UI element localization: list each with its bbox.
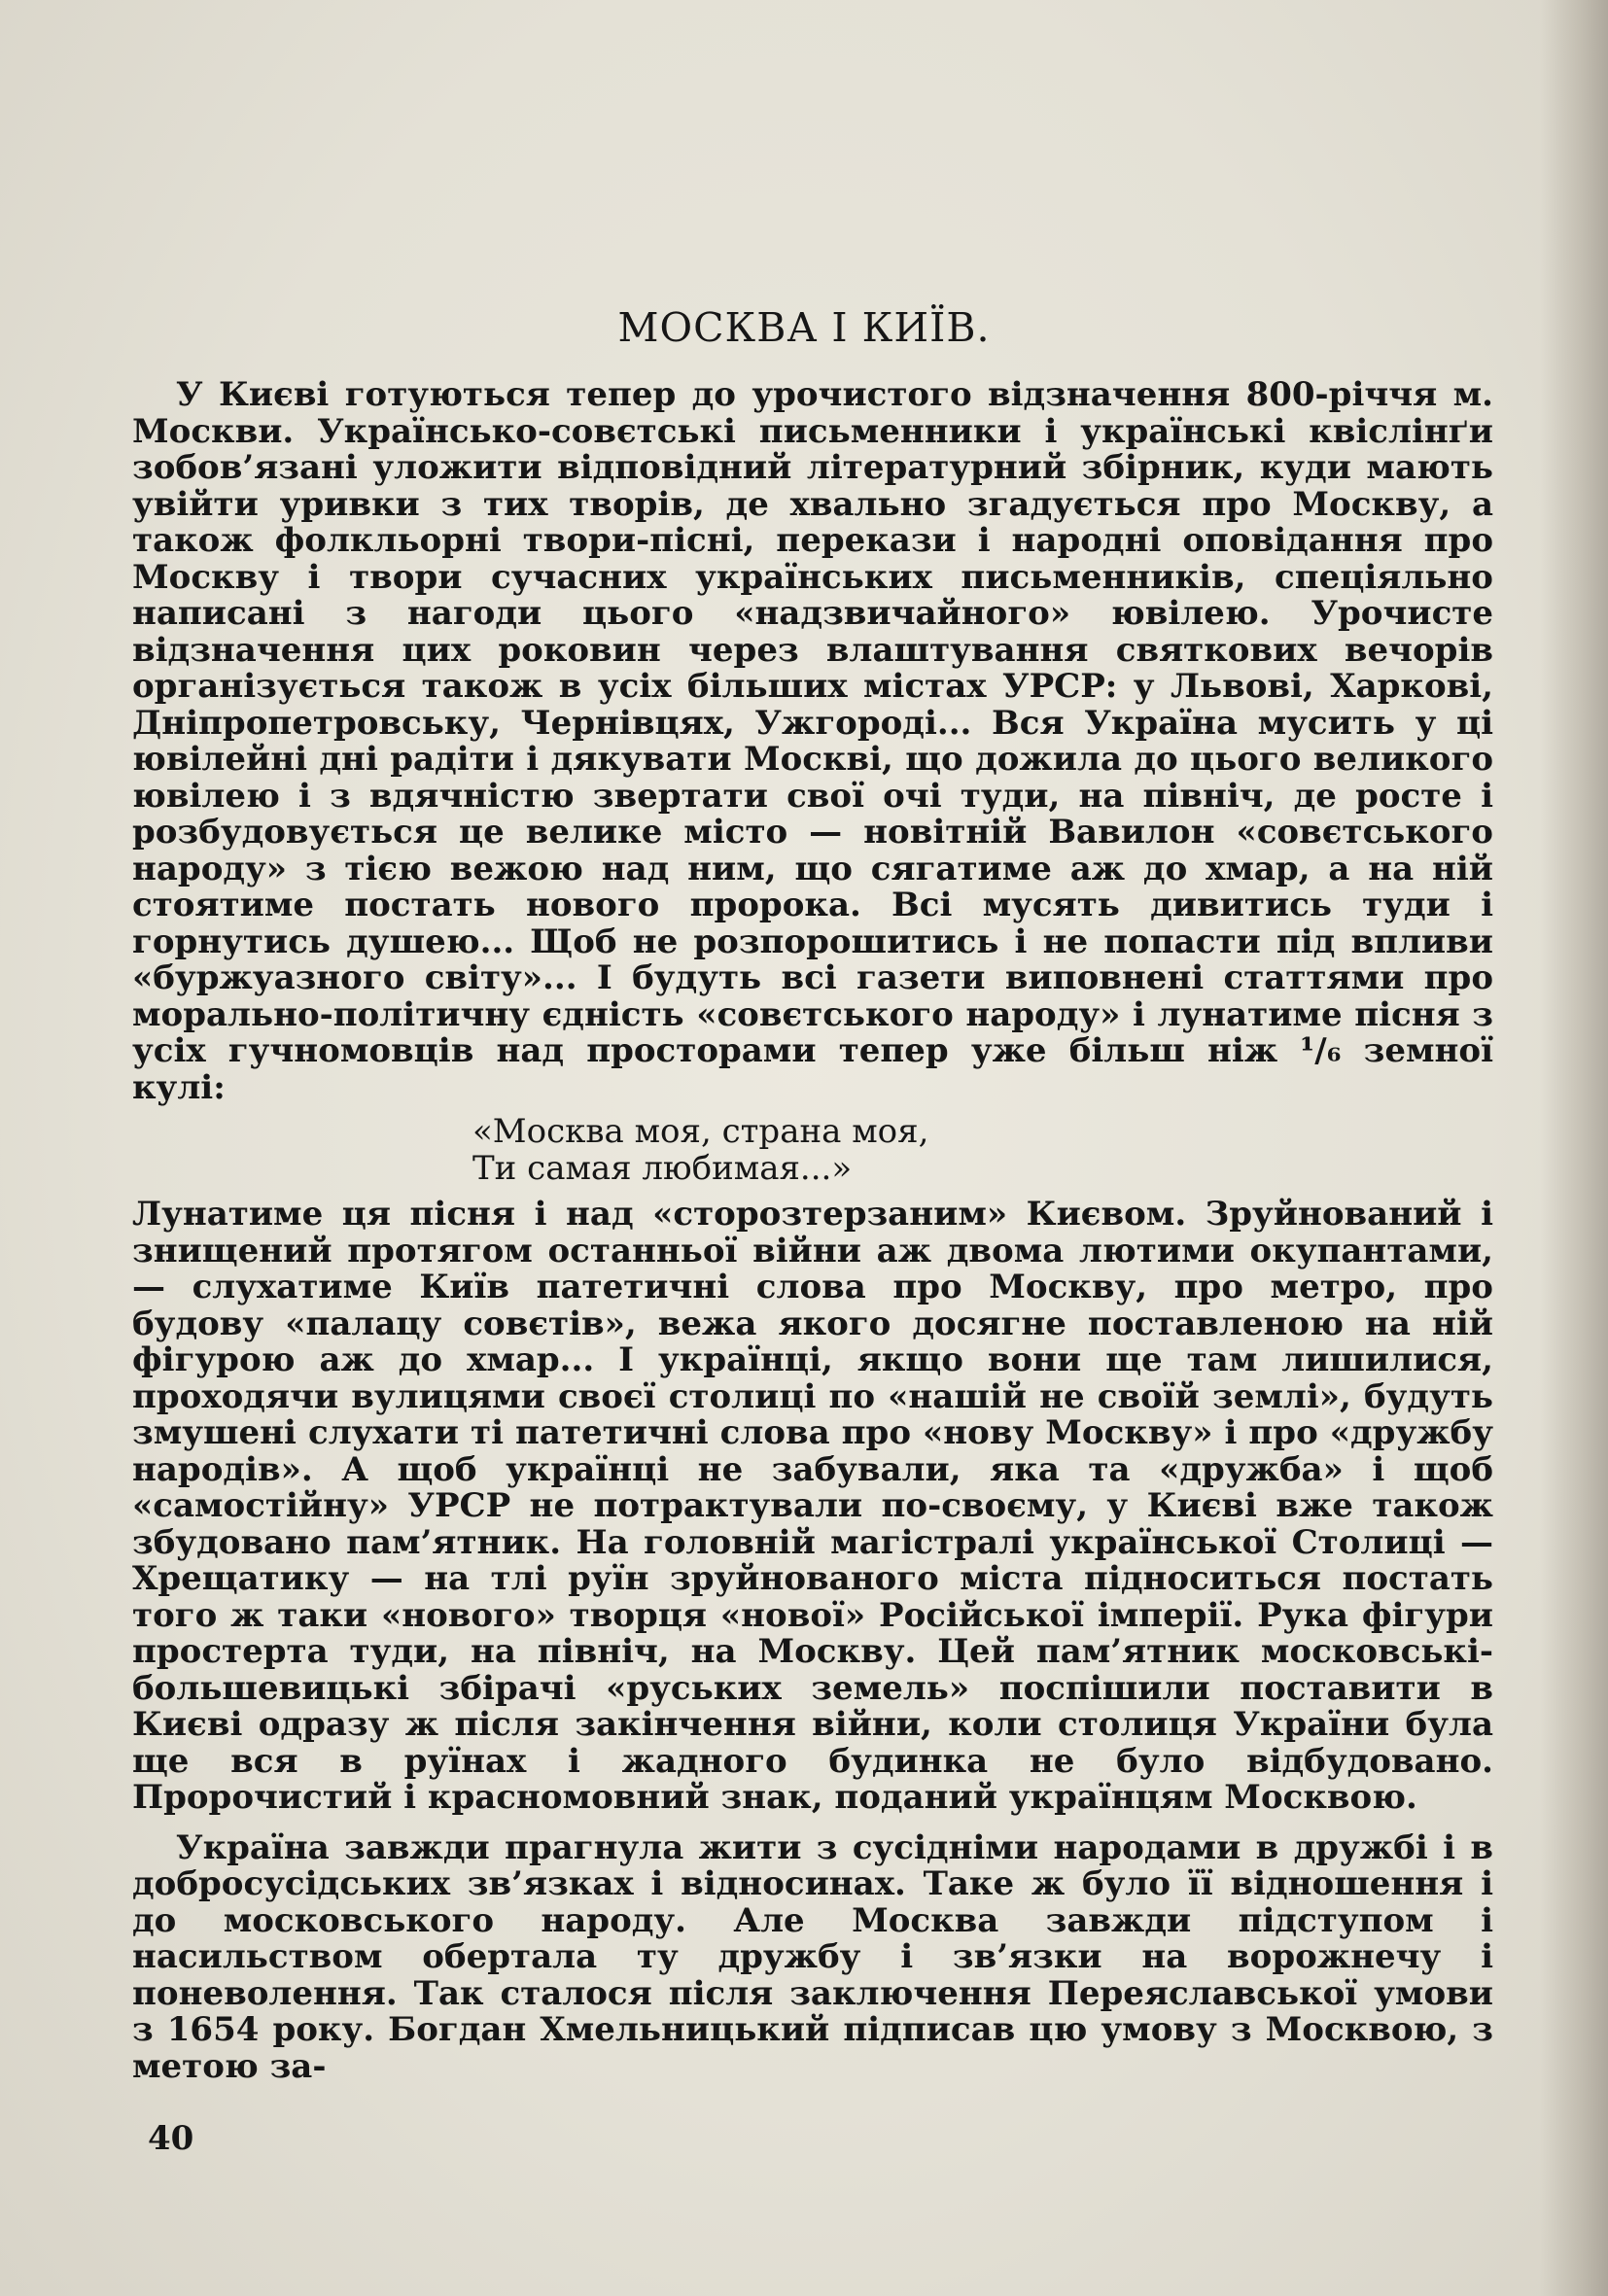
paragraph-1: У Києві готуються тепер до урочистого відзначення 800-річчя м. Москви. Українсько-совєтські письменники і українські квіслінґи зобов’язані уложити відповідний літературний збірник, куди мають увійти уривки з тих творів, де хвально згадується про Москву, а також фолкльорні твори-пісні, перекази і народні оповідання про Москву і твори сучасних українських письменників, спеціяльно написані з нагоди цього «надзвичайного» ювілею. Урочисте відзначення цих роковин через влаштування святкових вечорів організується також в усіх більших містах УРСР: у Львові, Харкові, Дніпропетровську, Чернівцях, Ужгороді... Вся Україна мусить у ці ювілейні дні радіти і дякувати Москві, що дожила до цього великого ювілею і з вдячністю звертати свої очі туди, на північ, де росте і розбудовується це велике місто — новітній Вавилон «совєтського народу» з тією вежою над ним, що сягатиме аж до хмар, а на ній стоятиме постать нового пророка. Всі мусять дивитись туди і горнутись душею... Щоб не розпорошитись і не попасти під впливи «буржуазного світу»... І будуть всі газети виповнені статтями про морально-політичну єдність «совєтського народу» і лунатиме пісня з усіх гучномовців над просторами тепер уже більш ніж ¹/₆ земної кулі: bbox=[132, 375, 1493, 1107]
quote-line-2: Ти самая любимая...» bbox=[472, 1148, 853, 1188]
song-quote bbox=[472, 1114, 1493, 1187]
quote-line-1: «Москва моя, страна моя, bbox=[472, 1112, 929, 1151]
page-number: 40 bbox=[148, 2119, 194, 2158]
paragraph-2: Лунатиме ця пісня і над «сторозтерзаним» Києвом. Зруйнований і знищений протягом останньої війни аж двома лютими окупантами, — слухатиме Київ патетичні слова про Москву, про метро, про будову «палацу совєтів», вежа якого досягне поставленою на ній фігурою аж до хмар... І українці, якщо вони ще там лишилися, проходячи вулицями своєї столиці по «нашій не своїй землі», будуть змушені слухати ті патетичні слова про «нову Москву» і про «дружбу народів». А щоб українці не забували, яка та «дружба» і щоб «самостійну» УРСР не потрактували по-своєму, у Києві вже також збудовано пам’ятник. На головній магістралі української Столиці — Хрещатику — на тлі руїн зруйнованого міста підноситься постать того ж таки «нового» творця «нової» Російської імперії. Рука фігури простерта туди, на північ, на Москву. Цей пам’ятник московські-большевицькі збірачі «руських земель» поспішили поставити в Києві одразу ж після закінчення війни, коли столиця України була ще вся в руїнах і жадного будинка не було відбудовано. Пророчистий і красномовний знак, поданий українцям Москвою. bbox=[132, 1195, 1493, 1817]
article-body bbox=[132, 377, 1493, 2085]
paragraph-3: Україна завжди прагнула жити з сусідніми народами в дружбі і в добросусідських зв’язках і відносинах. Таке ж було її відношення і до московського народу. Але Москва завжди підступом і насильством обертала ту дружбу і зв’язки на ворожнечу і поневолення. Так сталося після заключення Переяславської умови з 1654 року. Богдан Хмельницький підписав цю умову з Москвою, з метою за- bbox=[132, 1827, 1493, 2086]
article-title: МОСКВА І КИЇВ. bbox=[617, 304, 991, 351]
